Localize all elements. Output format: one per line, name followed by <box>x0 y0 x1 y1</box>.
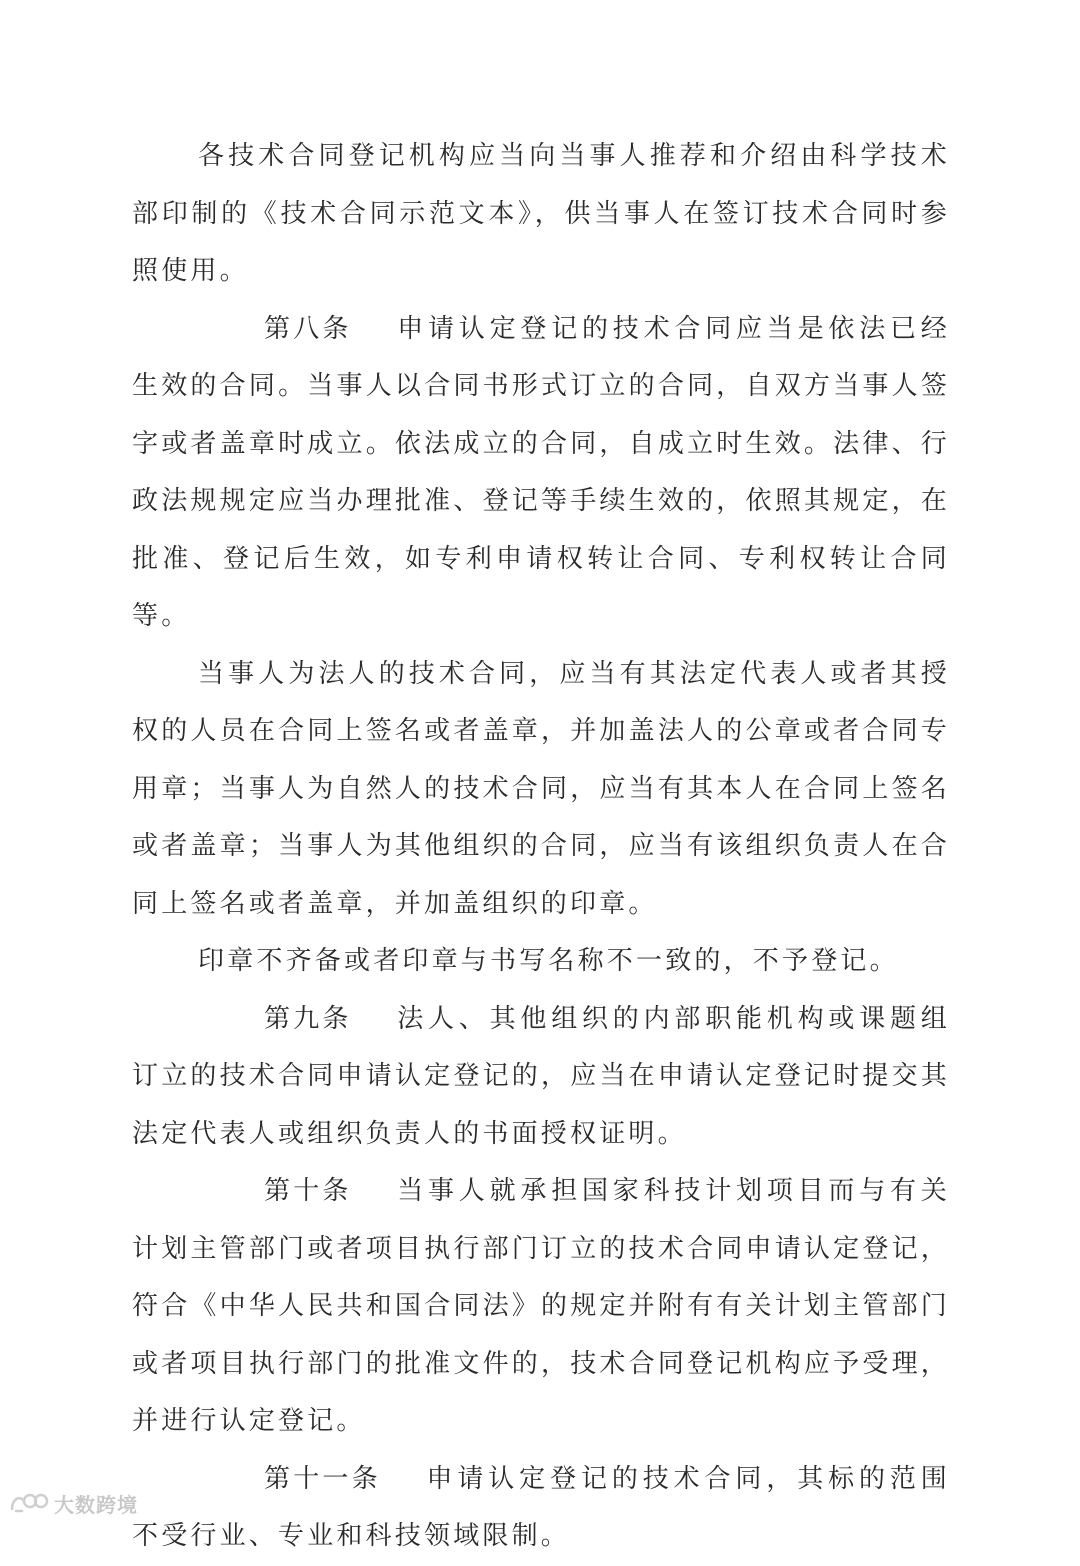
paragraph-text: 法人、其他组织的内部职能机构或课题组订立的技术合同申请认定登记的，应当在申请认定登记时提交其法定代表人或组织负责人的书面授权证明。 <box>132 1003 950 1149</box>
article-number: 第十条 <box>264 1176 352 1206</box>
watermark-text: 大数跨境 <box>54 1492 138 1517</box>
article-number: 第十一条 <box>264 1463 381 1494</box>
paragraph-text: 当事人就承担国家科技计划项目而与有关计划主管部门或者项目执行部门订立的技术合同申请认定登记，符合《中华人民共和国合同法》的规定并附有有关计划主管部门或者项目执行部门的批准文件的，技术合同登记机构应予受理，并进行认定登记。 <box>132 1176 950 1436</box>
article-9 <box>132 991 950 1164</box>
article-number: 第九条 <box>264 1003 352 1034</box>
paragraph <box>132 933 950 991</box>
paragraph <box>132 128 950 301</box>
document-body <box>132 128 950 1566</box>
article-10 <box>132 1163 950 1451</box>
paragraph-text: 当事人为法人的技术合同，应当有其法定代表人或者其授权的人员在合同上签名或者盖章，并加盖法人的公章或者合同专用章；当事人为自然人的技术合同，应当有其本人在合同上签名或者盖章；当事人为其他组织的合同，应当有该组织负责人在合同上签名或者盖章，并加盖组织的印章。 <box>132 658 950 919</box>
article-number: 第八条 <box>264 313 352 344</box>
paragraph-text: 各技术合同登记机构应当向当事人推荐和介绍由科学技术部印制的《技术合同示范文本》，供当事人在签订技术合同时参照使用。 <box>132 141 950 286</box>
paragraph-text: 印章不齐备或者印章与书写名称不一致的，不予登记。 <box>198 946 899 976</box>
watermark <box>8 1488 138 1518</box>
paragraph <box>132 646 950 934</box>
paragraph-text: 申请认定登记的技术合同，其标的范围不受行业、专业和科技领域限制。 <box>132 1463 950 1551</box>
article-8 <box>132 301 950 646</box>
article-11 <box>132 1451 950 1566</box>
paragraph-text: 申请认定登记的技术合同应当是依法已经生效的合同。当事人以合同书形式订立的合同，自双方当事人签字或者盖章时成立。依法成立的合同，自成立时生效。法律、行政法规规定应当办理批准、登记等手续生效的，依照其规定，在批准、登记后生效，如专利申请权转让合同、专利权转让合同等。 <box>132 313 950 631</box>
brand-logo-icon <box>8 1491 50 1515</box>
